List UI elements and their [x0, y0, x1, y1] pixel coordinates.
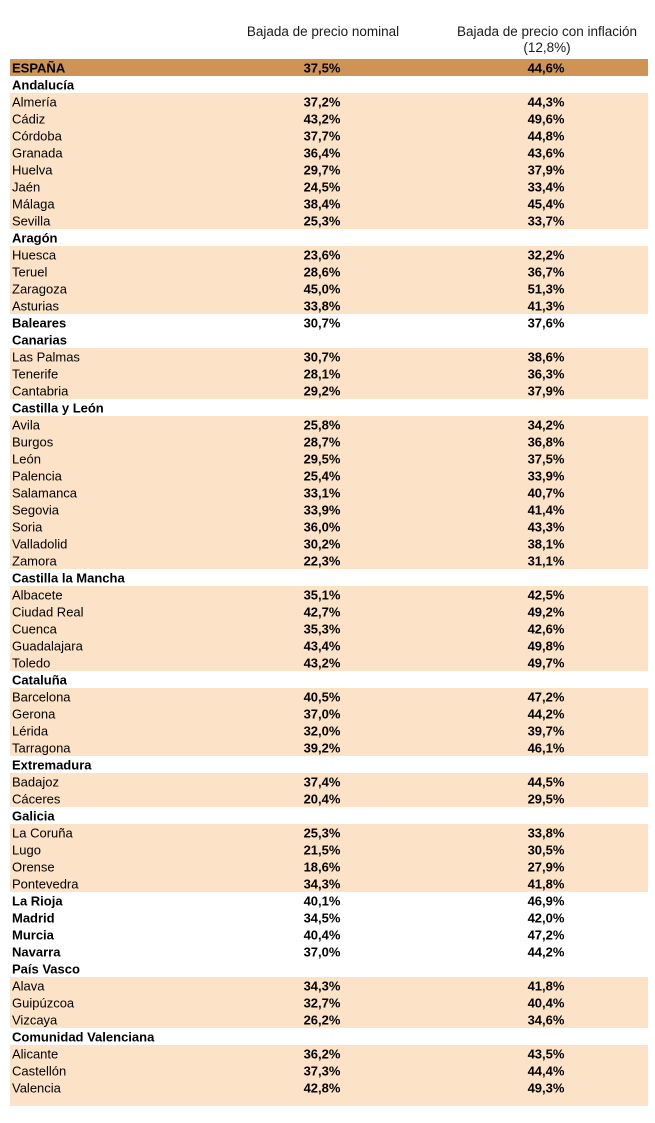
inflation-value: 44,6%: [527, 60, 565, 75]
row-label: Lérida: [12, 723, 49, 738]
inflation-value: 49,6%: [527, 111, 565, 126]
inflation-value: 49,2%: [527, 604, 565, 619]
nominal-value: 40,5%: [303, 689, 341, 704]
inflation-value: 47,2%: [527, 927, 565, 942]
inflation-value: 31,1%: [527, 553, 565, 568]
nominal-value: 34,5%: [303, 910, 341, 925]
nominal-value: 34,3%: [303, 978, 341, 993]
row-label: Ciudad Real: [12, 604, 84, 619]
table-row: [10, 875, 648, 892]
row-label: ESPAÑA: [12, 60, 66, 75]
inflation-value: 36,8%: [527, 434, 565, 449]
inflation-value: 45,4%: [527, 196, 565, 211]
nominal-value: 33,9%: [303, 502, 341, 517]
inflation-value: 29,5%: [527, 791, 565, 806]
nominal-value: 36,2%: [303, 1046, 341, 1061]
row-label: Murcia: [12, 927, 54, 942]
row-label: Asturias: [12, 298, 59, 313]
inflation-value: 33,9%: [527, 468, 565, 483]
inflation-value: 43,3%: [527, 519, 565, 534]
inflation-value: 44,8%: [527, 128, 565, 143]
row-label: Badajoz: [12, 774, 59, 789]
table-row: [10, 943, 648, 960]
nominal-value: 32,7%: [303, 995, 341, 1010]
table-row: [10, 127, 648, 144]
inflation-value: 42,5%: [527, 587, 565, 602]
inflation-value: 27,9%: [527, 859, 565, 874]
table-row: [10, 1079, 648, 1096]
inflation-value: 42,0%: [527, 910, 565, 925]
inflation-value: 30,5%: [527, 842, 565, 857]
nominal-value: 21,5%: [303, 842, 341, 857]
row-label: País Vasco: [12, 961, 80, 976]
row-label: Soria: [12, 519, 43, 534]
table-row: [10, 535, 648, 552]
nominal-value: 33,8%: [303, 298, 341, 313]
table-row: [10, 399, 648, 416]
inflation-value: 41,4%: [527, 502, 565, 517]
nominal-value: 37,2%: [303, 94, 341, 109]
row-label: Albacete: [12, 587, 63, 602]
table-row: [10, 858, 648, 875]
table-row: [10, 1045, 648, 1062]
row-label: Huelva: [12, 162, 53, 177]
nominal-value: 30,7%: [303, 349, 341, 364]
table-row: [10, 909, 648, 926]
table-row: [10, 960, 648, 977]
row-label: Cataluña: [12, 672, 67, 687]
row-label: Tenerife: [12, 366, 59, 381]
nominal-value: 45,0%: [303, 281, 341, 296]
spacer-row: [10, 1096, 648, 1106]
table-row: [10, 586, 648, 603]
row-label: Orense: [12, 859, 55, 874]
nominal-value: 29,5%: [303, 451, 341, 466]
table-row: [10, 654, 648, 671]
inflation-value: 49,8%: [527, 638, 565, 653]
row-label: Madrid: [12, 910, 55, 925]
nominal-value: 42,8%: [303, 1080, 341, 1095]
nominal-value: 34,3%: [303, 876, 341, 891]
row-label: Avila: [12, 417, 40, 432]
row-label: Comunidad Valenciana: [12, 1029, 155, 1044]
inflation-value: 43,5%: [527, 1046, 565, 1061]
table-row: [10, 382, 648, 399]
table-row: [10, 977, 648, 994]
table-row: [10, 365, 648, 382]
row-label: Salamanca: [12, 485, 78, 500]
nominal-value: 37,0%: [303, 944, 341, 959]
row-label: Cuenca: [12, 621, 57, 636]
row-label: Barcelona: [12, 689, 71, 704]
nominal-value: 43,4%: [303, 638, 341, 653]
row-label: Teruel: [12, 264, 48, 279]
row-label: Jaén: [12, 179, 41, 194]
table-row: [10, 722, 648, 739]
nominal-value: 35,1%: [303, 587, 341, 602]
table-row: [10, 739, 648, 756]
table-row: [10, 688, 648, 705]
nominal-value: 18,6%: [303, 859, 341, 874]
table-row: [10, 93, 648, 110]
row-label: La Coruña: [12, 825, 73, 840]
table-row: [10, 229, 648, 246]
inflation-value: 41,8%: [527, 876, 565, 891]
table-body: [10, 59, 648, 1106]
inflation-value: 37,5%: [527, 451, 565, 466]
inflation-value: 44,2%: [527, 706, 565, 721]
row-label: Guipúzcoa: [12, 995, 75, 1010]
row-label: Cantabria: [12, 383, 69, 398]
table-row: [10, 246, 648, 263]
inflation-value: 41,8%: [527, 978, 565, 993]
inflation-value: 37,9%: [527, 383, 565, 398]
inflation-value: 44,3%: [527, 94, 565, 109]
table-row: [10, 926, 648, 943]
nominal-value: 28,1%: [303, 366, 341, 381]
nominal-value: 40,4%: [303, 927, 341, 942]
table-row: [10, 161, 648, 178]
row-label: La Rioja: [12, 893, 63, 908]
column-header-nominal: Bajada de precio nominal: [246, 24, 400, 39]
inflation-value: 39,7%: [527, 723, 565, 738]
inflation-value: 34,6%: [527, 1012, 565, 1027]
row-label: Castellón: [12, 1063, 67, 1078]
table-row: [10, 76, 648, 93]
inflation-value: 36,3%: [527, 366, 565, 381]
table-row: [10, 518, 648, 535]
inflation-value: 38,1%: [527, 536, 565, 551]
inflation-value: 42,6%: [527, 621, 565, 636]
row-label: Valencia: [12, 1080, 61, 1095]
inflation-value: 40,4%: [527, 995, 565, 1010]
inflation-value: 36,7%: [527, 264, 565, 279]
table-row: [10, 433, 648, 450]
nominal-value: 26,2%: [303, 1012, 341, 1027]
table-row: [10, 756, 648, 773]
table-row: [10, 552, 648, 569]
column-header-inflation-line1: Bajada de precio con inflación: [456, 24, 638, 39]
row-label: Cádiz: [12, 111, 46, 126]
row-label: Almería: [12, 94, 57, 109]
inflation-value: 41,3%: [527, 298, 565, 313]
row-label: Castilla y León: [12, 400, 104, 415]
inflation-value: 34,2%: [527, 417, 565, 432]
row-label: Burgos: [12, 434, 54, 449]
table-row: [10, 212, 648, 229]
inflation-value: 37,6%: [527, 315, 565, 330]
inflation-value: 33,8%: [527, 825, 565, 840]
table-row: [10, 671, 648, 688]
nominal-value: 38,4%: [303, 196, 341, 211]
inflation-value: 46,1%: [527, 740, 565, 755]
table-row: [10, 637, 648, 654]
row-label: Lugo: [12, 842, 41, 857]
row-label: Palencia: [12, 468, 62, 483]
table-row: [10, 620, 648, 637]
nominal-value: 25,4%: [303, 468, 341, 483]
table-row: [10, 280, 648, 297]
nominal-value: 25,3%: [303, 213, 341, 228]
table-row: [10, 1062, 648, 1079]
nominal-value: 37,4%: [303, 774, 341, 789]
inflation-value: 49,7%: [527, 655, 565, 670]
row-label: Canarias: [12, 332, 67, 347]
table-row: [10, 773, 648, 790]
nominal-value: 35,3%: [303, 621, 341, 636]
table-row: [10, 416, 648, 433]
nominal-value: 33,1%: [303, 485, 341, 500]
row-label: Valladolid: [12, 536, 68, 551]
nominal-value: 39,2%: [303, 740, 341, 755]
row-label: Las Palmas: [12, 349, 80, 364]
nominal-value: 43,2%: [303, 655, 341, 670]
inflation-value: 46,9%: [527, 893, 565, 908]
row-label: Huesca: [12, 247, 57, 262]
nominal-value: 25,3%: [303, 825, 341, 840]
row-label: Aragón: [12, 230, 58, 245]
table-row: [10, 450, 648, 467]
nominal-value: 20,4%: [303, 791, 341, 806]
nominal-value: 36,4%: [303, 145, 341, 160]
table-row: [10, 569, 648, 586]
inflation-value: 40,7%: [527, 485, 565, 500]
table-row: [10, 501, 648, 518]
row-label: Navarra: [12, 944, 61, 959]
table-row: [10, 467, 648, 484]
row-label: Andalucía: [12, 77, 75, 92]
nominal-value: 37,0%: [303, 706, 341, 721]
table-row: [10, 195, 648, 212]
nominal-value: 28,7%: [303, 434, 341, 449]
nominal-value: 32,0%: [303, 723, 341, 738]
column-header-inflation: [457, 24, 637, 56]
row-label: Extremadura: [12, 757, 92, 772]
table-row: [10, 314, 648, 331]
table-row: [10, 892, 648, 909]
inflation-value: 51,3%: [527, 281, 565, 296]
table-row: [10, 263, 648, 280]
inflation-value: 33,7%: [527, 213, 565, 228]
nominal-value: 37,5%: [303, 60, 341, 75]
table-row: [10, 110, 648, 127]
nominal-value: 22,3%: [303, 553, 341, 568]
table-row: [10, 59, 648, 76]
table-row: [10, 1011, 648, 1028]
nominal-value: 23,6%: [303, 247, 341, 262]
inflation-value: 33,4%: [527, 179, 565, 194]
table-row: [10, 331, 648, 348]
table-row: [10, 297, 648, 314]
nominal-value: 42,7%: [303, 604, 341, 619]
row-label: Córdoba: [12, 128, 62, 143]
row-label: Zamora: [12, 553, 57, 568]
row-label: Gerona: [12, 706, 56, 721]
inflation-value: 37,9%: [527, 162, 565, 177]
row-label: Granada: [12, 145, 63, 160]
nominal-value: 25,8%: [303, 417, 341, 432]
row-label: Sevilla: [12, 213, 51, 228]
nominal-value: 36,0%: [303, 519, 341, 534]
row-label: Guadalajara: [12, 638, 83, 653]
nominal-value: 30,7%: [303, 315, 341, 330]
table-row: [10, 178, 648, 195]
inflation-value: 38,6%: [527, 349, 565, 364]
table-header: [0, 24, 655, 58]
row-label: Vizcaya: [12, 1012, 58, 1027]
table-row: [10, 348, 648, 365]
table-row: [10, 603, 648, 620]
row-label: Galicia: [12, 808, 55, 823]
inflation-value: 44,5%: [527, 774, 565, 789]
inflation-value: 32,2%: [527, 247, 565, 262]
row-label: Toledo: [12, 655, 51, 670]
row-label: Alava: [12, 978, 45, 993]
row-label: Castilla la Mancha: [12, 570, 125, 585]
table-row: [10, 807, 648, 824]
table-row: [10, 484, 648, 501]
inflation-value: 44,2%: [527, 944, 565, 959]
row-label: Zaragoza: [12, 281, 67, 296]
inflation-value: 47,2%: [527, 689, 565, 704]
nominal-value: 40,1%: [303, 893, 341, 908]
table-row: [10, 841, 648, 858]
row-label: Tarragona: [12, 740, 71, 755]
inflation-value: 44,4%: [527, 1063, 565, 1078]
table-row: [10, 824, 648, 841]
table-row: [10, 705, 648, 722]
inflation-value: 49,3%: [527, 1080, 565, 1095]
table-row: [10, 994, 648, 1011]
nominal-value: 24,5%: [303, 179, 341, 194]
nominal-value: 43,2%: [303, 111, 341, 126]
nominal-value: 28,6%: [303, 264, 341, 279]
nominal-value: 29,7%: [303, 162, 341, 177]
inflation-value: 43,6%: [527, 145, 565, 160]
row-label: Alicante: [12, 1046, 59, 1061]
column-header-inflation-line2: (12,8%): [523, 40, 571, 55]
table-row: [10, 1028, 648, 1045]
row-label: Málaga: [12, 196, 55, 211]
nominal-value: 37,3%: [303, 1063, 341, 1078]
row-label: Baleares: [12, 315, 67, 330]
nominal-value: 29,2%: [303, 383, 341, 398]
row-label: Pontevedra: [12, 876, 79, 891]
row-label: Segovia: [12, 502, 59, 517]
row-label: León: [12, 451, 41, 466]
table-row: [10, 790, 648, 807]
nominal-value: 30,2%: [303, 536, 341, 551]
row-label: Cáceres: [12, 791, 61, 806]
table-row: [10, 144, 648, 161]
nominal-value: 37,7%: [303, 128, 341, 143]
